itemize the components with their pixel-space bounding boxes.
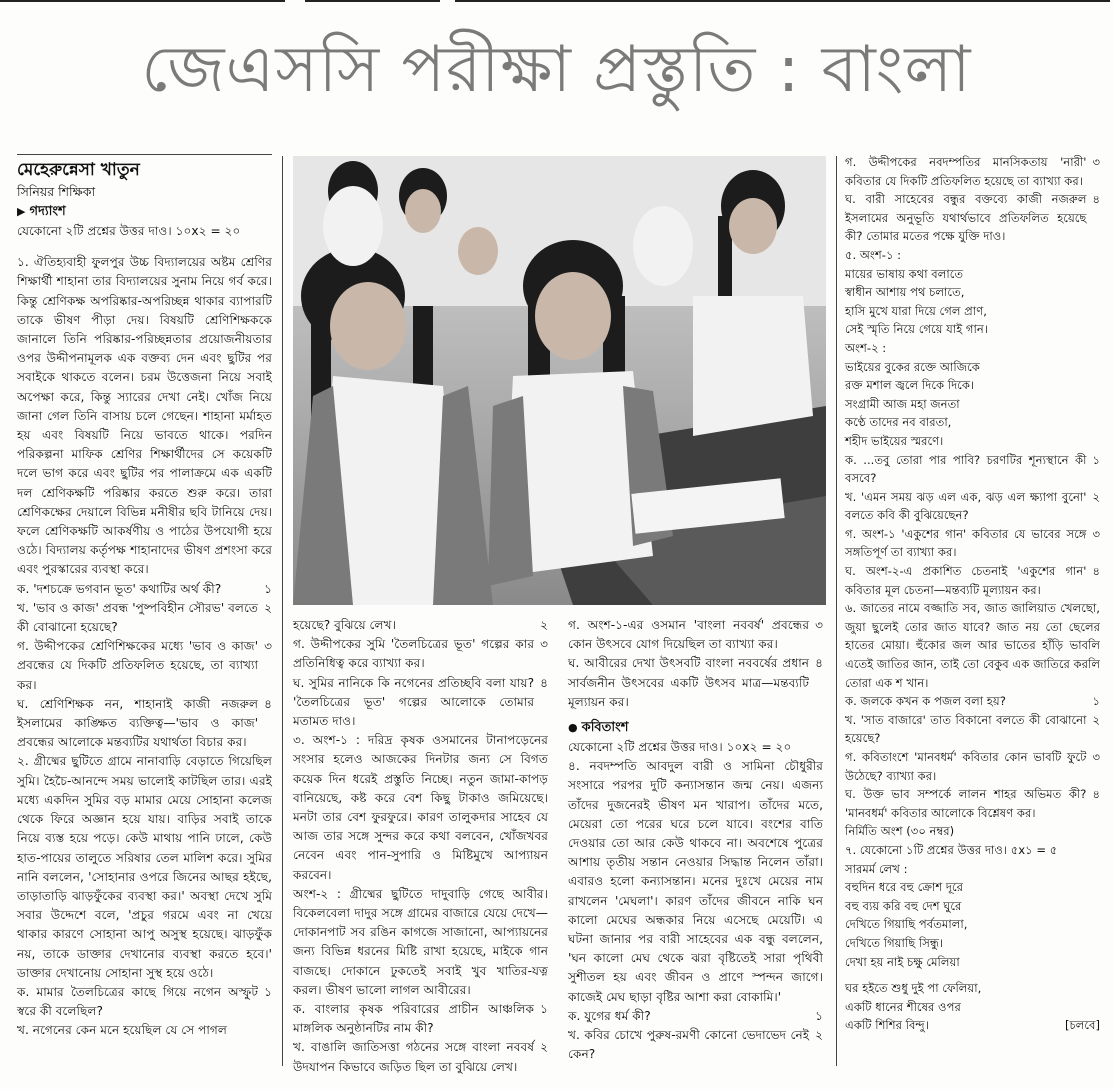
- poem-line: কণ্ঠে তাদের নব বারতা,: [845, 415, 952, 430]
- page-headline: জেএসসি পরীক্ষা প্রস্তুতি : বাংলা: [141, 33, 972, 107]
- sub-question: খ. নগেনের কেন মনে হয়েছিল যে সে পাগল: [17, 1023, 227, 1038]
- author-name: মেহেরুন্নেসা খাতুন: [17, 160, 140, 180]
- poem-line: বহু ব্যয় করি বহু দেশ ঘুরে: [845, 898, 962, 913]
- poem-line: দেখা হয় নাই চক্ষু মেলিয়া: [845, 954, 960, 969]
- column-1: [17, 158, 272, 1041]
- sub-question: ক. যুগের ধর্ম কী? ১: [568, 1008, 823, 1023]
- author-role: সিনিয়র শিক্ষিকা: [17, 184, 96, 199]
- question-stem: ৪. নবদম্পতি আবদুল বারী ও সামিনা চৌধুরীর সংসারে পরপর দুটি কন্যাসন্তান জন্ম নেয়। এজন্য তাঁদের দুজনেরই ভীষণ মন খারাপ। তাঁদের মতে, মেয়েরা তো পরের ঘরে চলে যাবে। বংশের বাতি দেওয়ার তো আর কেউ থাকবে না। অবশেষে পুত্রের আশায় তৃতীয় সন্তান নেওয়ার সিদ্ধান্ত নিলেন তাঁরা। এবারও হলো কন্যাসন্তান। মনের দুঃখে মেয়ের নাম রাখলেন 'মেঘলা'। কারণ তাঁদের জীবনে নাকি ঘন কালো মেঘের অন্ধকার নিয়ে এসেছে মেয়েটি। এ ঘটনা জানার পর বারী সাহেবের এক বন্ধু বললেন, 'ঘন কালো মেঘ থেকে ঝরা বৃষ্টিতেই সারা পৃথিবী সুশীতল হয় এবং জীবন ও প্রাণে স্পন্দন জাগে। কাজেই মেঘ ছাড়া বৃষ্টির আশা করা বোকামি।': [568, 759, 823, 1004]
- triangle-bullet-icon: ▶: [17, 205, 26, 218]
- poem-line: দেখিতে গিয়াছি সিন্ধু।: [845, 935, 944, 950]
- column-2: [293, 616, 548, 1077]
- poem-line: একটি ধানের শীষের ওপর: [845, 999, 961, 1014]
- sub-question: ক. মামার তৈলচিত্রের কাছে গিয়ে নগেন অস্ফুট স্বরে কী বলেছিল? ১: [17, 984, 272, 1019]
- sub-question: গ. কবিতাংশে 'মানবধর্ম' কবিতার কোন ভাবটি ফুটে উঠেছে? ব্যাখ্যা কর। ৩: [845, 750, 1100, 783]
- question-stem: সারমর্ম লেখ :: [845, 861, 908, 876]
- sub-question: ঘ. অংশ-২-এ প্রকাশিত চেতনাই 'একুশের গান' কবিতার মূল চেতনা—মন্তব্যটি মূল্যায়ন কর। ৪: [845, 564, 1100, 597]
- poem-line: সংগ্রামী আজ মহা জনতা: [845, 396, 960, 411]
- sub-question: ক. বাংলার কৃষক পরিবারের প্রাচীন আঞ্চলিক মাঙ্গলিক অনুষ্ঠানটির নাম কী? ১: [293, 1002, 548, 1036]
- author-rule: [17, 154, 272, 155]
- sub-question: খ. 'এমন সময় ঝড় এল এক, ঝড় এল ক্ষ্যাপা বুনো' বলতে কবি কী বুঝিয়েছেন? ২: [845, 489, 1100, 523]
- sub-question: খ. 'সাত বাজারে' তাত বিকানো বলতে কী বোঝানো হয়েছে? ২: [845, 712, 1100, 746]
- sub-question: ক. জলকে কখন ক পজল বলা হয়? ১: [845, 694, 1100, 709]
- question-stem: ২. গ্রীষ্মের ছুটিতে গ্রামে নানাবাড়ি বেড়াতে গিয়েছিল সুমি। হৈচৈ-আনন্দে সময় ভালোই কাটছিল তার। এরই মধ্যে একদিন সুমির বড় মামার মেয়ে সোহানা কলেজ থেকে ফিরে অজ্ঞান হয়ে যায়। বাড়ির সবাই তাকে নিয়ে ব্যস্ত হয়ে পড়ে। কেউ মাথায় পানি ঢালে, কেউ হাত-পায়ের তালুতে সরিষার তেল মালিশ করে। সুমির নানি বললেন, 'সোহানার ওপরে জিনের আছর হইছে, তাড়াতাড়ি ঝাড়ফুঁকের ব্যবস্থা কর।' অবস্থা দেখে সুমি সবার উদ্দেশে বলে, 'প্রচুর গরমে এবং না খেয়ে থাকার কারণে সোহানা আপু অসুস্থ হয়েছে। ঝাড়ফুঁক নয়, তাকে ডাক্তার দেখানোর ব্যবস্থা করতে হবে।' ডাক্তার দেখানোয় সোহানা সুস্থ হয়ে ওঠে।: [17, 754, 272, 980]
- sub-question: গ. অংশ-১ 'একুশের গান' কবিতার যে ভাবের সঙ্গে সঙ্গতিপূর্ণ তা ব্যাখ্যা কর। ৩: [845, 526, 1100, 560]
- sub-question: খ. কবির চোখে পুরুষ-রমণী কোনো ভেদাভেদ নেই কেন? ২: [568, 1028, 823, 1062]
- column-4: [845, 153, 1100, 1035]
- column-3: [568, 616, 823, 1064]
- top-rule: [0, 0, 1113, 2]
- question-stem: ১. ঐতিহ্যবাহী ফুলপুর উচ্চ বিদ্যালয়ের অষ্টম শ্রেণির শিক্ষার্থী শাহানা তার বিদ্যালয়ের সুনাম নিয়ে গর্ব করে। কিন্তু শ্রেণিকক্ষ অপরিষ্কার-অপরিচ্ছন্ন থাকার ব্যাপারটি তাকে ভীষণ পীড়া দেয়। বিষয়টি শ্রেণিশিক্ষককে জানালে তিনি পরিষ্কার-পরিচ্ছন্নতার প্রয়োজনীয়তার ওপর উদ্দীপনামূলক এক বক্তব্য দেন এবং ছুটির পর সবাইকে থাকতে বলেন। চরম উত্তেজনা নিয়ে সবাই অপেক্ষা করে, কিন্তু স্যারের দেখা নেই। খোঁজ নিয়ে জানা গেল তিনি বাসায় চলে গেছেন। শাহানা মর্মাহত হয় এবং বিষয়টি নিয়ে ভাবতে থাকে। পরদিন পরিকল্পনা মাফিক শ্রেণির শিক্ষার্থীদের সে কয়েকটি দলে ভাগ করে এবং ছুটির পর পালাক্রমে এক একটি দল শ্রেণিকক্ষটি পরিষ্কার করতে শুরু করে। তারা শ্রেণিকক্ষের দেয়ালে বিভিন্ন মনীষীর ছবি টানিয়ে দেয়। ফলে শ্রেণিকক্ষটি আকর্ষণীয় ও পাঠের উপযোগী হয়ে ওঠে। বিদ্যালয় কর্তৃপক্ষ শাহানাদের ভীষণ প্রশংসা করে এবং পুরস্কারের ব্যবস্থা করে।: [17, 255, 272, 577]
- sub-question: খ. বাঙালি জাতিসত্তা গঠনের সঙ্গে বাংলা নববর্ষ উদযাপন কিভাবে জড়িত ছিল তা বুঝিয়ে লেখ। ২: [293, 1040, 548, 1074]
- sub-question: ক. ...তবু তোরা পার পাবি? চরণটির শূন্যস্থানে কী বসবে? ১: [845, 452, 1100, 486]
- section-heading-poetry: ● কবিতাংশ: [568, 720, 629, 736]
- sub-question: ক. 'দশচক্রে ভগবান ভূত' কথাটির অর্থ কী? ১: [17, 581, 272, 596]
- poem-line: শহীদ ভাইয়ের স্মরণে।: [845, 433, 944, 448]
- sub-question: গ. অংশ-১-এর ওসমান 'বাংলা নববর্ষ' প্রবন্ধের কোন উৎসবে যোগ দিয়েছিল তা ব্যাখ্যা কর। ৩: [568, 618, 823, 652]
- sub-question: খ. 'ভাব ও কাজ' প্রবন্ধ 'পুষ্পবিহীন সৌরভ' বলতে কী বোঝানো হয়েছে? ২: [17, 600, 272, 635]
- sub-question: ঘ. সুমির নানিকে কি নগেনের প্রতিচ্ছবি বলা যায়? 'তৈলচিত্রের ভূত' গল্পের আলোকে তোমার মতামত দাও। ৪: [293, 675, 548, 729]
- instruction: যেকোনো ২টি প্রশ্নের উত্তর দাও। ১০x২ = ২০: [17, 224, 241, 238]
- instruction: যেকোনো ২টি প্রশ্নের উত্তর দাও। ১০x২ = ২০: [568, 740, 792, 755]
- continued-marker: [চলবে]: [1064, 1018, 1100, 1033]
- sub-question: ঘ. বারী সাহেবের বন্ধুর বক্তব্যে কাজী নজরুল ইসলামের অনুভূতি যথার্থভাবে প্রতিফলিত হয়েছে কী? তোমার মতের পক্ষে যুক্তি দাও। ৪: [845, 192, 1100, 244]
- column-divider: [282, 156, 283, 1066]
- sub-question: ঘ. আবীরের দেখা উৎসবটি বাংলা নববর্ষের প্রধান সার্বজনীন উৎসবের একটি উৎসব মাত্র—মন্তব্যটি মূল্যায়ন কর। ৪: [568, 656, 823, 709]
- poem-line: রক্ত মশাল জ্বলে দিকে দিকে।: [845, 378, 975, 393]
- subsection-heading: নির্মিতি অংশ (৩০ নম্বর): [845, 824, 955, 839]
- question-stem: ৬. জাতের নামে বজ্জাতি সব, জাত জালিয়াত খেলছো, জুয়া ছুলেই তোর জাত যাবে? জাত নয় তো ছেলের হাতের মোয়া। হুঁকোর জল আর ভাতের হাঁড়ি ভাবলি এতেই জাতির জান, তাই তো বেকুব এক জাতিরে করলি তোরা এক শ খান।: [845, 601, 1100, 690]
- poem-line: বহুদিন ধরে বহু ক্রোশ দূরে: [845, 880, 964, 895]
- sub-question: গ. উদ্দীপকের শ্রেণিশিক্ষকের মধ্যে 'ভাব ও কাজ' প্রবন্ধের যে দিকটি প্রতিফলিত হয়েছে, তা ব্যাখ্যা কর। ৩: [17, 639, 272, 692]
- sub-question: ঘ. শ্রেণিশিক্ষক নন, শাহানাই কাজী নজরুল ইসলামের কাঙ্ক্ষিত ব্যক্তিত্ব—'ভাব ও কাজ' প্রবন্ধের আলোকে মন্তব্যটির যথার্থতা বিচার কর। ৪: [17, 696, 272, 750]
- poem-line: হাসি মুখে যারা দিয়ে গেল প্রাণ,: [845, 303, 987, 318]
- column-divider: [836, 156, 837, 1066]
- poem-line: দেখিতে গিয়াছি পর্বতমালা,: [845, 917, 968, 932]
- poem-line: সেই স্মৃতি নিয়ে গেয়ে যাই গান।: [845, 322, 988, 337]
- section-heading-prose: ▶ গদ্যাংশ: [17, 204, 66, 219]
- sub-question: গ. উদ্দীপকের নবদম্পতির মানসিকতায় 'নারী' কবিতার যে দিকটি প্রতিফলিত হয়েছে তা ব্যাখ্যা কর। ৩: [845, 155, 1100, 188]
- poem-line: মায়ের ভাষায় কথা বলাতে: [845, 266, 964, 281]
- classroom-photo-illustration: [293, 156, 826, 605]
- circle-bullet-icon: ●: [568, 721, 578, 735]
- sub-question: একটি শিশির বিন্দু। [চলবে]: [845, 1016, 1100, 1035]
- question-stem: ৭. যেকোনো ১টি প্রশ্নের উত্তর দাও। ৫x১ = ৫: [845, 842, 1058, 857]
- question-stem: অংশ-২ : গ্রীষ্মের ছুটিতে দাদুবাড়ি গেছে আবীর। বিকেলবেলা দাদুর সঙ্গে গ্রামের বাজারে যেয়ে দেখে—দোকানপাট সব রঙিন কাগজে সাজানো, আপ্যায়নের জন্য বিভিন্ন ধরনের মিষ্টি রাখা হয়েছে, মাইকে গান বাজছে। দোকানে ঢুকতেই সবাই খুব খাতির-যত্ন করল। ভীষণ ভালো লাগল আবীরের।: [293, 886, 548, 997]
- students-photo: [293, 156, 826, 605]
- sub-question: হয়েছে? বুঝিয়ে লেখ। ২: [293, 618, 548, 632]
- question-stem: ৫. অংশ-১ :: [845, 247, 902, 262]
- poem-line: ভাইয়ের বুকের রক্তে আজিকে: [845, 359, 980, 374]
- poem-line: ঘর হইতে শুধু দুই পা ফেলিয়া,: [845, 981, 982, 996]
- poem-line: স্বাধীন আশায় পথ চলাতে,: [845, 285, 965, 300]
- sub-question: গ. উদ্দীপকের সুমি 'তৈলচিত্রের ভূত' গল্পের কার প্রতিনিধিত্ব করে ব্যাখ্যা কর। ৩: [293, 637, 548, 671]
- question-stem: ৩. অংশ-১ : দরিদ্র কৃষক ওসমানের টানাপড়েনের সংসার হলেও আজকের দিনটার জন্য সে বিগত কয়েক দিন ধরেই প্রস্তুতি নিচ্ছে। নতুন জামা-কাপড় বানিয়েছে, কষ্ট করে বেশ কিছু টাকাও জমিয়েছে। মনটা তার বেশ ফুরফুরে। কারণ তালুকদার সাহেব যে আজ তার সঙ্গে সুন্দর করে কথা বলবেন, খোঁজখবর নেবেন এবং পান-সুপারি ও মিষ্টিমুখে আপ্যায়ন করবেন।: [293, 733, 548, 882]
- sub-question: ঘ. উক্ত ভাব সম্পর্কে লালন শাহর অভিমত কী? 'মানবধর্ম' কবিতার আলোকে বিশ্লেষণ কর। ৪: [845, 787, 1100, 820]
- question-stem: অংশ-২ :: [845, 340, 887, 355]
